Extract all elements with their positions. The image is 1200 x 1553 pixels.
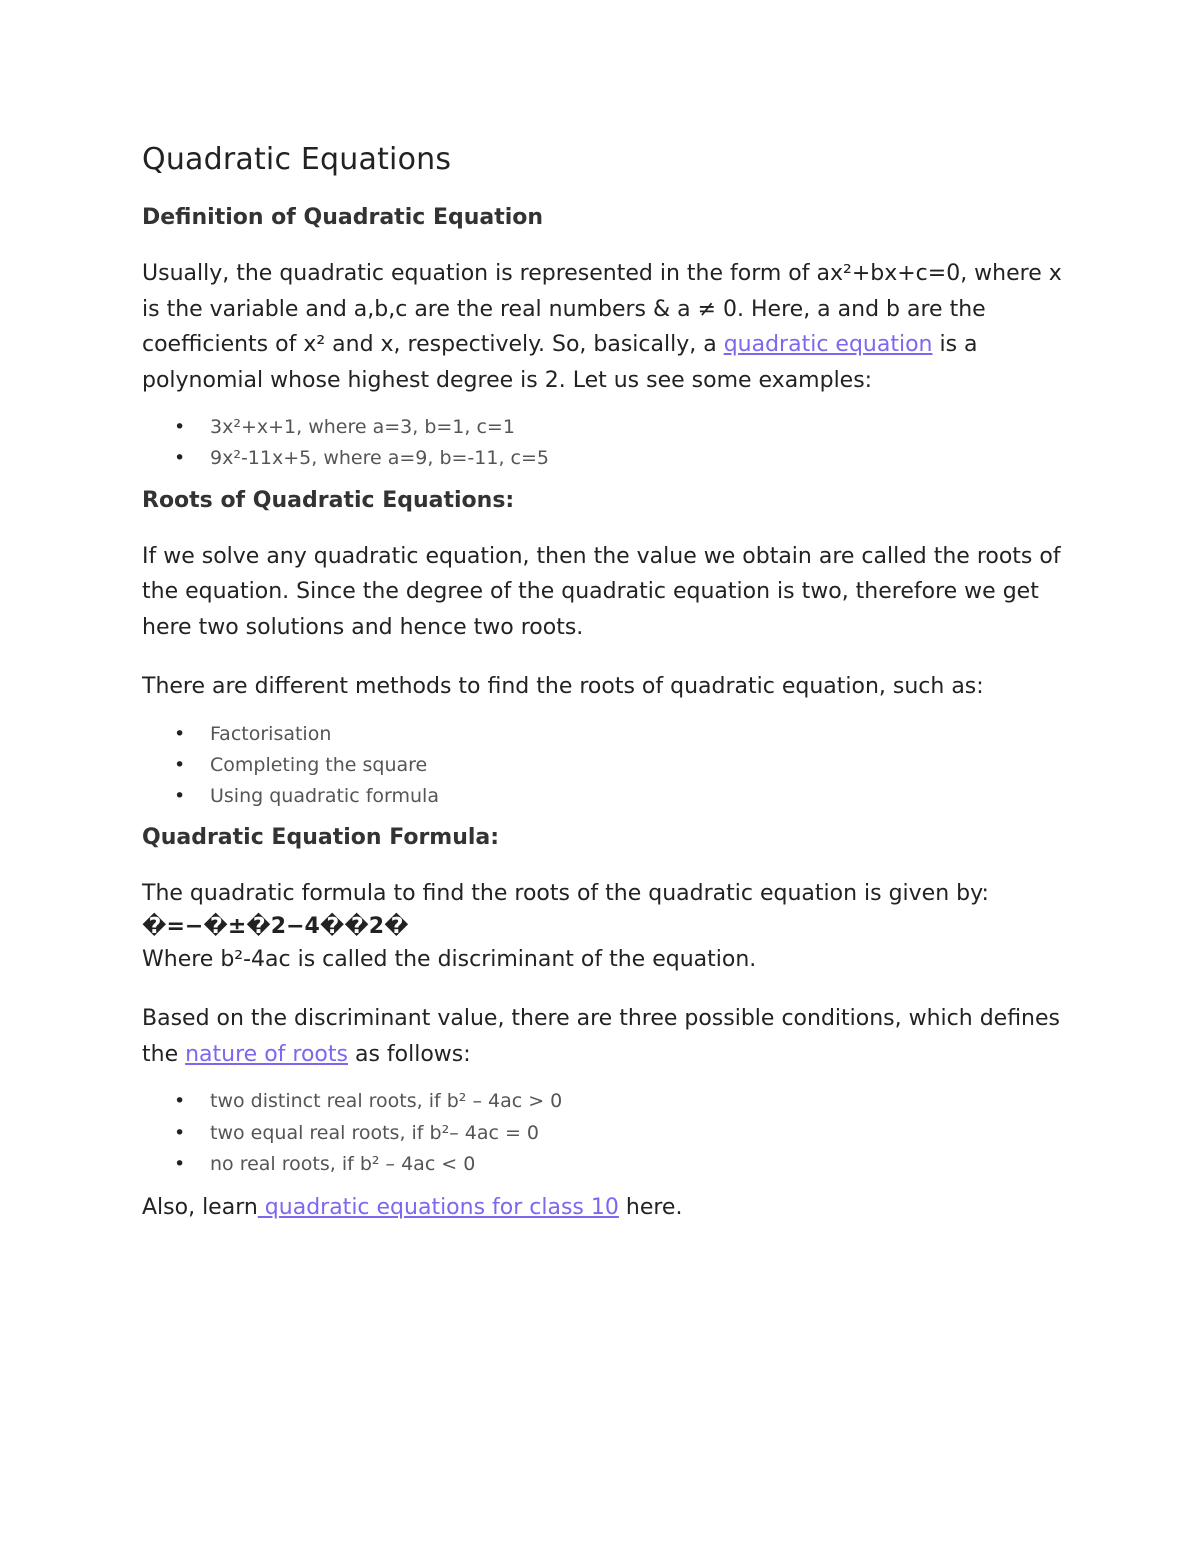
page-title: Quadratic Equations	[142, 142, 452, 177]
methods-intro: There are different methods to find the roots of quadratic equation, such as:	[142, 674, 984, 700]
condition-text: two distinct real roots, if b² – 4ac > 0	[210, 1090, 563, 1113]
list-item	[142, 1118, 1072, 1149]
class-10-link[interactable]: quadratic equations for class 10	[257, 1195, 619, 1221]
examples-list	[142, 412, 1072, 475]
method-text: Using quadratic formula	[210, 785, 439, 808]
list-item	[142, 1086, 1072, 1117]
definition-text-2: is a polynomial whose highest degree is 2. Let us see some examples:	[142, 332, 978, 393]
definition-text-1: Usually, the quadratic equation is represented in the form of ax²+bx+c=0, where x is the variable and a,b,c are the real numbers & a ≠ 0. Here, a and b are the coefficients of x² and x, respectively. So, basically, a	[142, 261, 1062, 357]
methods-list	[142, 719, 1072, 813]
bullet-icon: •	[174, 1153, 186, 1176]
list-item	[142, 750, 1072, 781]
bullet-icon: •	[174, 785, 186, 808]
condition-text: no real roots, if b² – 4ac < 0	[210, 1153, 476, 1176]
nature-text-2: as follows:	[347, 1041, 471, 1067]
bullet-icon: •	[174, 753, 186, 776]
bullet-icon: •	[174, 1121, 186, 1144]
discriminant-line: Where b²-4ac is called the discriminant of the equation.	[142, 946, 757, 972]
nature-text-1: Based on the discriminant value, there are three possible conditions, which defines the	[142, 1006, 1060, 1067]
bullet-icon: •	[174, 1090, 186, 1113]
list-item	[142, 443, 1072, 474]
nature-of-roots-link[interactable]: nature of roots	[185, 1041, 348, 1067]
document-content	[142, 138, 1072, 1226]
method-text: Completing the square	[210, 753, 428, 776]
list-item	[142, 412, 1072, 443]
also-text-2: here.	[618, 1195, 683, 1221]
quadratic-formula: �=−�±�2−4��2�	[142, 913, 409, 939]
formula-intro: The quadratic formula to find the roots of the quadratic equation is given by:	[142, 881, 989, 907]
formula-heading: Quadratic Equation Formula:	[142, 825, 500, 851]
definition-paragraph	[142, 256, 1072, 398]
list-item	[142, 719, 1072, 750]
bullet-icon: •	[174, 722, 186, 745]
example-text: 9x²-11x+5, where a=9, b=-11, c=5	[210, 447, 549, 470]
condition-text: two equal real roots, if b²– 4ac = 0	[210, 1121, 540, 1144]
conditions-list	[142, 1086, 1072, 1180]
nature-paragraph	[142, 1001, 1072, 1072]
quadratic-equation-link[interactable]: quadratic equation	[723, 332, 933, 357]
roots-paragraph: If we solve any quadratic equation, then the value we obtain are called the roots of the equation. Since the degree of the quadratic equation is two, therefore we get here two solutions and hence two roots.	[142, 543, 1061, 640]
method-text: Factorisation	[210, 722, 332, 745]
also-learn-paragraph	[142, 1190, 1072, 1226]
roots-heading: Roots of Quadratic Equations:	[142, 487, 515, 513]
example-text: 3x²+x+1, where a=3, b=1, c=1	[210, 416, 515, 438]
definition-heading: Definition of Quadratic Equation	[142, 205, 544, 230]
bullet-icon: •	[174, 416, 186, 438]
also-text-1: Also, learn	[142, 1195, 258, 1221]
list-item	[142, 781, 1072, 812]
bullet-icon: •	[174, 447, 186, 470]
list-item	[142, 1149, 1072, 1180]
